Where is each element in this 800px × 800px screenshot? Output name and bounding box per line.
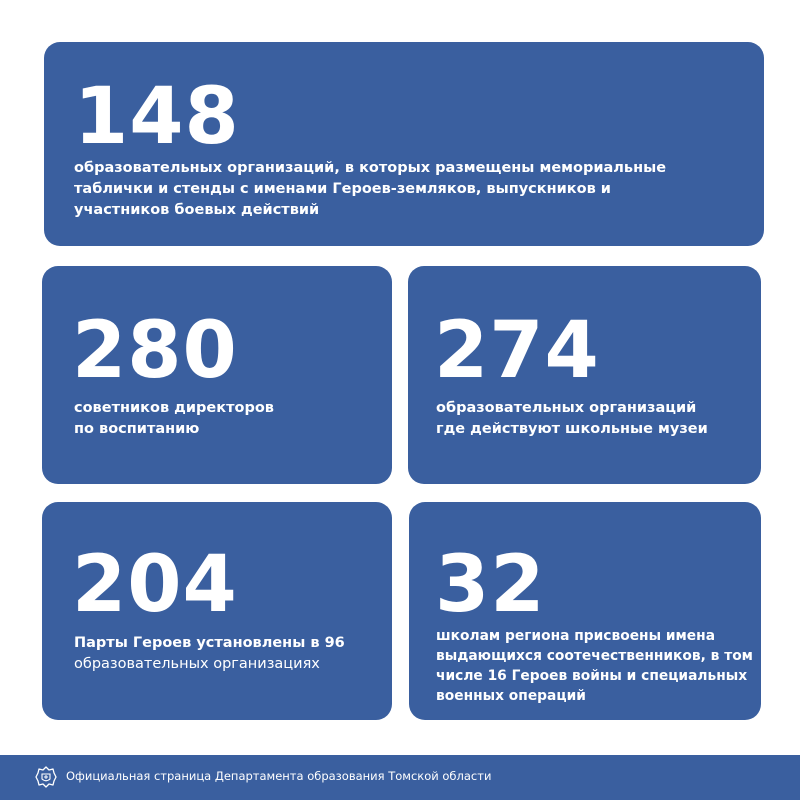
stat-card-memorial-plaques	[44, 42, 764, 246]
stat-description	[74, 398, 374, 440]
stat-number: 204	[72, 540, 238, 630]
stat-description-line: числе 16 Героев войны и специальных	[436, 668, 748, 684]
stat-number: 274	[434, 306, 600, 396]
stat-description	[74, 633, 384, 675]
stat-description-line: образовательных организаций, в которых размещены мемориальные	[74, 160, 667, 176]
stat-card-school-museums	[408, 266, 761, 484]
stat-description-line: выдающихся соотечественников, в том	[436, 648, 753, 664]
stat-description	[436, 626, 751, 706]
stat-description-line: образовательных организаций	[436, 400, 697, 416]
stat-card-hero-desks	[42, 502, 392, 720]
stat-description-line: Парты Героев установлены в 96	[74, 635, 345, 651]
footer-bar	[0, 755, 800, 800]
stat-description-line: по воспитанию	[74, 421, 200, 437]
stat-description-line: советников директоров	[74, 400, 274, 416]
stat-card-advisors	[42, 266, 392, 484]
footer-caption: Официальная страница Департамента образования Томской области	[66, 769, 492, 783]
coat-of-arms-icon	[34, 765, 58, 789]
stat-number: 32	[435, 540, 546, 630]
stat-description-line: военных операций	[436, 688, 586, 704]
stat-description-line: где действуют школьные музеи	[436, 421, 708, 437]
stat-description-line: таблички и стенды с именами Героев-земляков, выпускников и	[74, 181, 611, 197]
stat-description	[436, 398, 746, 440]
stat-number: 280	[72, 306, 238, 396]
stat-description	[74, 158, 744, 221]
stat-description-line: участников боевых действий	[74, 202, 320, 218]
stat-description-line: образовательных организациях	[74, 656, 320, 672]
stat-number: 148	[74, 72, 240, 162]
stat-description-line: школам региона присвоены имена	[436, 628, 716, 644]
stat-card-named-schools	[409, 502, 761, 720]
